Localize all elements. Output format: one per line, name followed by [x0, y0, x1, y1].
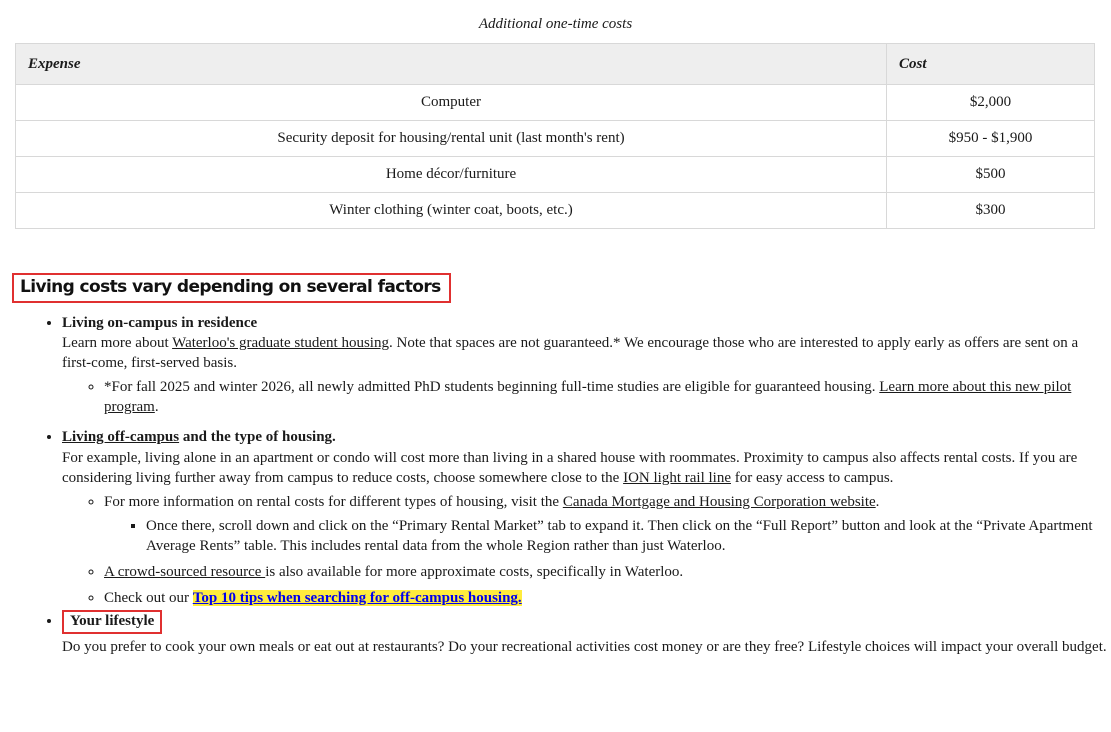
cell-cost: $2,000	[887, 85, 1095, 121]
column-header-cost: Cost	[887, 44, 1095, 85]
section-title: Living costs vary depending on several factors	[20, 277, 441, 297]
living-off-campus-link[interactable]: Living off-campus	[62, 429, 180, 446]
on-campus-sublist	[62, 377, 1111, 417]
table-body	[16, 85, 1095, 229]
list-item-cmhc	[104, 492, 1111, 556]
cell-expense: Home décor/furniture	[16, 157, 887, 193]
living-costs-section	[0, 273, 1111, 657]
off-campus-lead	[62, 427, 1111, 447]
list-item-pilot-program	[104, 377, 1111, 417]
lifestyle-body: Do you prefer to cook your own meals or eat out at restaurants? Do your recreational activities cost money or are they free? Lifestyle choices will impact your overall budget.	[62, 639, 1107, 656]
top-tips-pre: Check out our	[104, 590, 193, 607]
table-caption: Additional one-time costs	[478, 16, 633, 32]
pilot-program-link[interactable]: Learn more about this new pilot program	[104, 379, 1072, 416]
on-campus-lead: • Living on-campus in residence	[62, 315, 258, 331]
table-head	[16, 44, 1095, 85]
pilot-program-pre: *For fall 2025 and winter 2026, all newly admitted PhD students beginning full-time studies are eligible for guaranteed housing.	[104, 379, 880, 396]
cmhc-website-link[interactable]: Canada Mortgage and Housing Corporation website	[562, 493, 876, 510]
crowd-sourced-post: is also available for more approximate costs, specifically in Waterloo.	[265, 564, 684, 581]
table-header-row	[16, 44, 1095, 85]
crowd-sourced-text	[104, 562, 1111, 582]
one-time-costs-table	[15, 43, 1095, 229]
lifestyle-lead: Your lifestyle	[70, 613, 155, 630]
list-item-top-tips	[104, 588, 1111, 608]
top-10-tips-link[interactable]: Top 10 tips when searching for off-campus housing.	[192, 590, 522, 607]
on-campus-body	[62, 333, 1111, 373]
pilot-program-post: .	[154, 399, 159, 416]
on-campus-body-post: . Note that spaces are not guaranteed.* We encourage those who are interested to apply early as offers are sent on a first-come, first-served basis.	[62, 335, 1079, 372]
off-campus-sublist	[62, 492, 1111, 608]
list-item-off-campus	[62, 427, 1111, 608]
cmhc-instructions-list	[104, 516, 1111, 556]
top-tips-text	[104, 588, 1111, 608]
off-campus-lead-rest: and the type of housing.	[179, 429, 336, 446]
off-campus-body-post: for easy access to campus.	[731, 469, 894, 486]
table-row	[16, 193, 1095, 229]
off-campus-body-pre: For example, living alone in an apartment or condo will cost more than living in a shared house with roommates. Proximity to campus also affects rental costs. If you are considering living further away from campus to reduce costs, choose somewhere close to the	[62, 449, 1078, 486]
list-item-cmhc-instructions	[146, 516, 1111, 556]
cmhc-text	[104, 492, 1111, 512]
lifestyle-highlight-box	[62, 610, 162, 634]
list-item-lifestyle	[62, 610, 1111, 657]
list-item-on-campus	[62, 313, 1111, 417]
lifestyle-list	[12, 610, 1111, 657]
cmhc-instructions-text: ▪ Once there, scroll down and click on the “Primary Rental Market” tab to expand it. Then click on the “Full Report” button and look at the “Private Apartment Average Rents” table. This includes rental data from the whole Region rather than just Waterloo.	[146, 517, 1093, 554]
pilot-program-text	[104, 377, 1111, 417]
ion-light-rail-link[interactable]: ION light rail line	[623, 469, 731, 486]
graduate-student-housing-link[interactable]: Waterloo's graduate student housing	[172, 335, 389, 352]
cell-expense: Computer	[16, 85, 887, 121]
section-title-highlight-box	[12, 273, 451, 303]
column-header-expense: Expense	[16, 44, 887, 85]
cmhc-pre: For more information on rental costs for different types of housing, visit the	[104, 493, 563, 510]
factors-list	[12, 313, 1111, 608]
cell-cost: $500	[887, 157, 1095, 193]
cell-cost: $950 - $1,900	[887, 121, 1095, 157]
cell-expense: Security deposit for housing/rental unit (last month's rent)	[16, 121, 887, 157]
table-row	[16, 121, 1095, 157]
table-row	[16, 157, 1095, 193]
crowd-sourced-resource-link[interactable]: A crowd-sourced resource	[104, 564, 266, 581]
on-campus-body-pre: Learn more about	[62, 335, 173, 352]
list-item-crowd-sourced	[104, 562, 1111, 582]
cell-cost: $300	[887, 193, 1095, 229]
cell-expense: Winter clothing (winter coat, boots, etc.)	[16, 193, 887, 229]
table-row	[16, 85, 1095, 121]
cmhc-post: .	[875, 493, 880, 510]
off-campus-body	[62, 448, 1111, 488]
